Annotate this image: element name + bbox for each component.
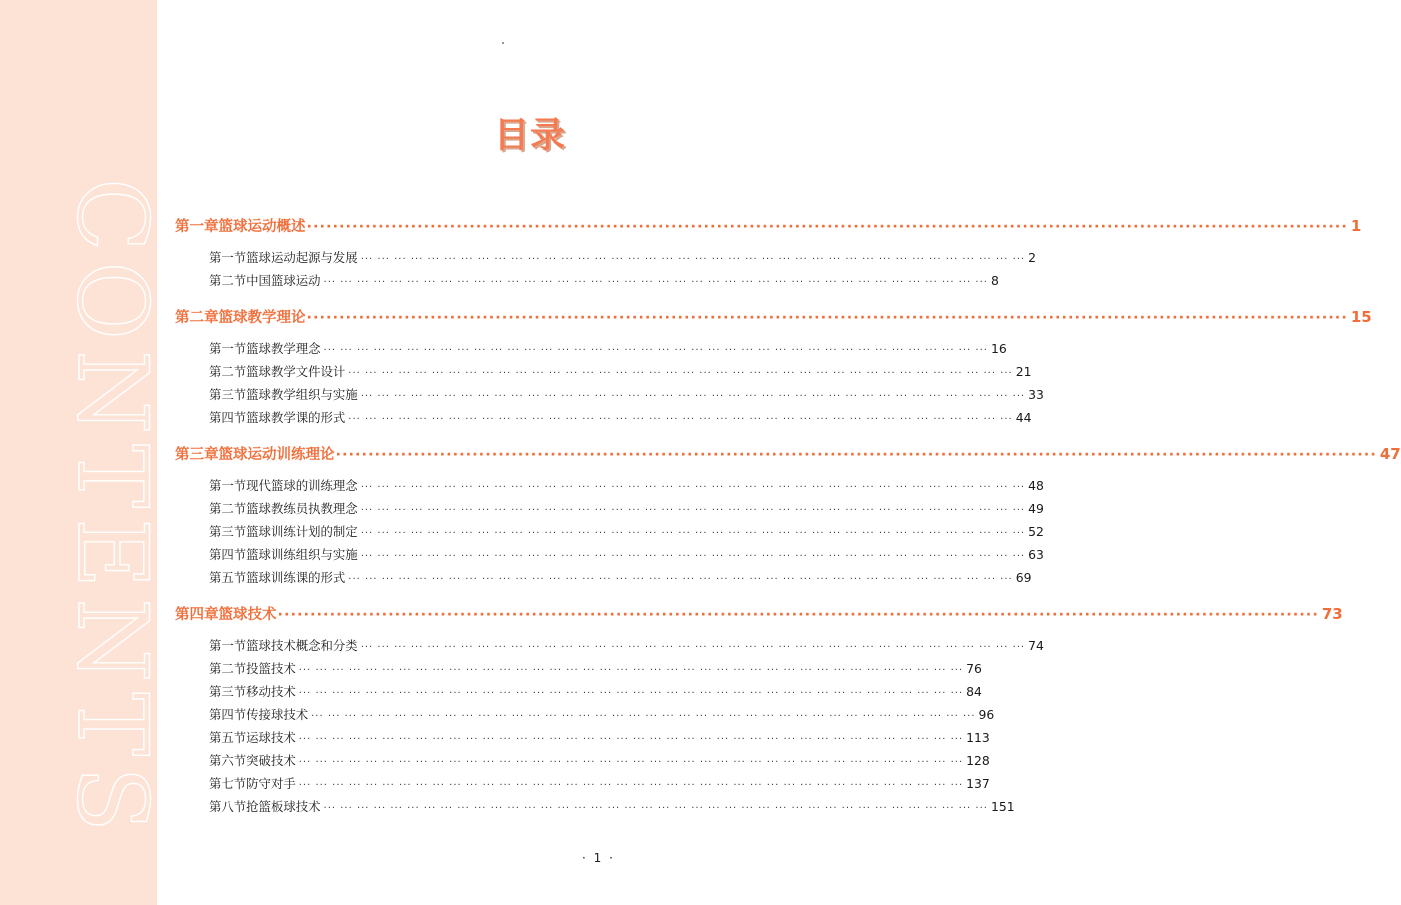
chapter-title: 篮球教学理论 [218, 310, 306, 326]
section-title: 突破技术 [246, 753, 296, 768]
dot-leader: ··· ··· ··· ··· ··· ··· ··· ··· ··· ··· ··· ··· ··· ··· ··· ··· ··· ··· ··· ··· ··· ··· ··· ··· ··· ··· ··· ··· ··· ··· ··· ··· ··· ··· ··· ··· ··· ··· ··· ··· [348, 368, 1013, 379]
toc-section[interactable] [209, 659, 982, 677]
toc-section[interactable] [209, 568, 1032, 586]
chapter-page: 47 [1379, 445, 1401, 463]
section-page: 33 [1028, 387, 1044, 402]
section-number: 第三节 [209, 387, 247, 402]
section-number: 第一节 [209, 638, 247, 653]
section-title: 传接球技术 [246, 707, 309, 722]
section-page: 74 [1028, 638, 1044, 653]
toc-section[interactable] [209, 408, 1032, 426]
section-title: 篮球训练计划的制定 [246, 524, 358, 539]
dot-leader: ··· ··· ··· ··· ··· ··· ··· ··· ··· ··· ··· ··· ··· ··· ··· ··· ··· ··· ··· ··· ··· ··· ··· ··· ··· ··· ··· ··· ··· ··· ··· ··· ··· ··· ··· ··· ··· ··· ··· ··· [323, 345, 988, 356]
section-title: 投篮技术 [246, 661, 296, 676]
dot-leader: ··· ··· ··· ··· ··· ··· ··· ··· ··· ··· ··· ··· ··· ··· ··· ··· ··· ··· ··· ··· ··· ··· ··· ··· ··· ··· ··· ··· ··· ··· ··· ··· ··· ··· ··· ··· ··· ··· ··· ··· [360, 528, 1026, 539]
dot-leader: ··· ··· ··· ··· ··· ··· ··· ··· ··· ··· ··· ··· ··· ··· ··· ··· ··· ··· ··· ··· ··· ··· ··· ··· ··· ··· ··· ··· ··· ··· ··· ··· ··· ··· ··· ··· ··· ··· ··· ··· [360, 391, 1026, 402]
toc-section[interactable] [209, 705, 995, 723]
section-page: 63 [1028, 547, 1044, 562]
chapter-page: 1 [1350, 217, 1362, 235]
dot-leader: ································································································································································ [277, 607, 1319, 623]
section-number: 第四节 [209, 707, 247, 722]
section-number: 第二节 [209, 501, 247, 516]
dot-leader: ··· ··· ··· ··· ··· ··· ··· ··· ··· ··· ··· ··· ··· ··· ··· ··· ··· ··· ··· ··· ··· ··· ··· ··· ··· ··· ··· ··· ··· ··· ··· ··· ··· ··· ··· ··· ··· ··· ··· ··· [298, 780, 964, 791]
section-title: 篮球教学理念 [246, 341, 321, 356]
toc-section[interactable] [209, 728, 990, 746]
toc-chapter[interactable] [175, 443, 1401, 464]
dot-leader: ··· ··· ··· ··· ··· ··· ··· ··· ··· ··· ··· ··· ··· ··· ··· ··· ··· ··· ··· ··· ··· ··· ··· ··· ··· ··· ··· ··· ··· ··· ··· ··· ··· ··· ··· ··· ··· ··· ··· ··· [323, 277, 988, 288]
section-page: 8 [990, 273, 999, 288]
section-page: 113 [966, 730, 990, 745]
chapter-title: 篮球技术 [218, 607, 277, 623]
chapter-number: 第三章 [175, 447, 219, 463]
section-page: 96 [978, 707, 995, 722]
section-page: 84 [966, 684, 982, 699]
toc-section[interactable] [209, 751, 990, 769]
section-page: 48 [1028, 478, 1044, 493]
page-title: 目录 [494, 116, 567, 156]
section-title: 现代篮球的训练理念 [246, 478, 358, 493]
section-title: 篮球教学文件设计 [246, 364, 346, 379]
toc-chapter[interactable] [175, 603, 1343, 624]
section-title: 篮球技术概念和分类 [246, 638, 358, 653]
dot-leader: ··· ··· ··· ··· ··· ··· ··· ··· ··· ··· ··· ··· ··· ··· ··· ··· ··· ··· ··· ··· ··· ··· ··· ··· ··· ··· ··· ··· ··· ··· ··· ··· ··· ··· ··· ··· ··· ··· ··· ··· [323, 803, 988, 814]
dot-leader: ··· ··· ··· ··· ··· ··· ··· ··· ··· ··· ··· ··· ··· ··· ··· ··· ··· ··· ··· ··· ··· ··· ··· ··· ··· ··· ··· ··· ··· ··· ··· ··· ··· ··· ··· ··· ··· ··· ··· ··· [360, 482, 1026, 493]
toc-section[interactable] [209, 385, 1044, 403]
toc-section[interactable] [209, 636, 1044, 654]
dot-leader: ··· ··· ··· ··· ··· ··· ··· ··· ··· ··· ··· ··· ··· ··· ··· ··· ··· ··· ··· ··· ··· ··· ··· ··· ··· ··· ··· ··· ··· ··· ··· ··· ··· ··· ··· ··· ··· ··· ··· ··· [360, 505, 1026, 516]
section-page: 21 [1015, 364, 1032, 379]
section-number: 第七节 [209, 776, 247, 791]
toc-section[interactable] [209, 522, 1044, 540]
section-number: 第二节 [209, 364, 247, 379]
section-title: 中国篮球运动 [246, 273, 321, 288]
dot-leader: ································································································································································ [335, 447, 1377, 463]
chapter-number: 第二章 [175, 310, 219, 326]
toc-section[interactable] [209, 362, 1032, 380]
section-title: 篮球教学课的形式 [246, 410, 346, 425]
dot-leader: ··· ··· ··· ··· ··· ··· ··· ··· ··· ··· ··· ··· ··· ··· ··· ··· ··· ··· ··· ··· ··· ··· ··· ··· ··· ··· ··· ··· ··· ··· ··· ··· ··· ··· ··· ··· ··· ··· ··· ··· [360, 642, 1026, 653]
section-page: 137 [966, 776, 990, 791]
section-number: 第三节 [209, 524, 247, 539]
toc-chapter[interactable] [175, 306, 1372, 327]
section-number: 第二节 [209, 661, 247, 676]
section-page: 76 [966, 661, 982, 676]
dot-leader: ··· ··· ··· ··· ··· ··· ··· ··· ··· ··· ··· ··· ··· ··· ··· ··· ··· ··· ··· ··· ··· ··· ··· ··· ··· ··· ··· ··· ··· ··· ··· ··· ··· ··· ··· ··· ··· ··· ··· ··· [298, 757, 964, 768]
dot-leader: ··· ··· ··· ··· ··· ··· ··· ··· ··· ··· ··· ··· ··· ··· ··· ··· ··· ··· ··· ··· ··· ··· ··· ··· ··· ··· ··· ··· ··· ··· ··· ··· ··· ··· ··· ··· ··· ··· ··· ··· [298, 734, 964, 745]
section-number: 第五节 [209, 730, 247, 745]
section-number: 第六节 [209, 753, 247, 768]
chapter-page: 73 [1321, 605, 1343, 623]
chapter-title: 篮球运动概述 [218, 219, 306, 235]
chapter-number: 第一章 [175, 219, 219, 235]
dot-leader: ··· ··· ··· ··· ··· ··· ··· ··· ··· ··· ··· ··· ··· ··· ··· ··· ··· ··· ··· ··· ··· ··· ··· ··· ··· ··· ··· ··· ··· ··· ··· ··· ··· ··· ··· ··· ··· ··· ··· ··· [360, 551, 1026, 562]
dot-leader: ··· ··· ··· ··· ··· ··· ··· ··· ··· ··· ··· ··· ··· ··· ··· ··· ··· ··· ··· ··· ··· ··· ··· ··· ··· ··· ··· ··· ··· ··· ··· ··· ··· ··· ··· ··· ··· ··· ··· ··· [311, 711, 976, 722]
section-page: 52 [1028, 524, 1044, 539]
section-number: 第四节 [209, 410, 247, 425]
toc-section[interactable] [209, 797, 1015, 815]
section-page: 128 [966, 753, 990, 768]
section-title: 篮球训练课的形式 [246, 570, 346, 585]
section-number: 第二节 [209, 273, 247, 288]
section-title: 运球技术 [246, 730, 296, 745]
section-title: 篮球运动起源与发展 [246, 250, 358, 265]
contents-watermark: CONTENTS [56, 177, 168, 843]
dot-leader: ··· ··· ··· ··· ··· ··· ··· ··· ··· ··· ··· ··· ··· ··· ··· ··· ··· ··· ··· ··· ··· ··· ··· ··· ··· ··· ··· ··· ··· ··· ··· ··· ··· ··· ··· ··· ··· ··· ··· ··· [298, 688, 964, 699]
toc-section[interactable] [209, 499, 1044, 517]
section-title: 篮球教练员执教理念 [246, 501, 358, 516]
section-title: 防守对手 [246, 776, 296, 791]
chapter-title: 篮球运动训练理论 [218, 447, 335, 463]
toc-section[interactable] [209, 476, 1044, 494]
section-page: 69 [1015, 570, 1032, 585]
toc-section[interactable] [209, 271, 999, 289]
toc-section[interactable] [209, 545, 1044, 563]
section-page: 16 [990, 341, 1007, 356]
toc-section[interactable] [209, 339, 1007, 357]
dot-leader: ································································································································································ [306, 310, 1348, 326]
section-title: 篮球训练组织与实施 [246, 547, 358, 562]
section-number: 第一节 [209, 341, 247, 356]
section-title: 篮球教学组织与实施 [246, 387, 358, 402]
section-number: 第一节 [209, 250, 247, 265]
section-title: 抢篮板球技术 [246, 799, 321, 814]
dot-leader: ··· ··· ··· ··· ··· ··· ··· ··· ··· ··· ··· ··· ··· ··· ··· ··· ··· ··· ··· ··· ··· ··· ··· ··· ··· ··· ··· ··· ··· ··· ··· ··· ··· ··· ··· ··· ··· ··· ··· ··· [298, 665, 964, 676]
dot-leader: ································································································································································ [306, 219, 1348, 235]
dot-leader: ··· ··· ··· ··· ··· ··· ··· ··· ··· ··· ··· ··· ··· ··· ··· ··· ··· ··· ··· ··· ··· ··· ··· ··· ··· ··· ··· ··· ··· ··· ··· ··· ··· ··· ··· ··· ··· ··· ··· ··· [348, 574, 1013, 585]
section-page: 151 [990, 799, 1015, 814]
dot-leader: ··· ··· ··· ··· ··· ··· ··· ··· ··· ··· ··· ··· ··· ··· ··· ··· ··· ··· ··· ··· ··· ··· ··· ··· ··· ··· ··· ··· ··· ··· ··· ··· ··· ··· ··· ··· ··· ··· ··· ··· [348, 414, 1013, 425]
toc-section[interactable] [209, 248, 1036, 266]
section-number: 第一节 [209, 478, 247, 493]
toc-chapter[interactable] [175, 215, 1362, 236]
section-number: 第三节 [209, 684, 247, 699]
section-page: 2 [1028, 250, 1036, 265]
section-number: 第八节 [209, 799, 247, 814]
chapter-number: 第四章 [175, 607, 219, 623]
section-number: 第四节 [209, 547, 247, 562]
footer-page-number: · 1 · [582, 851, 615, 865]
section-page: 44 [1015, 410, 1032, 425]
section-number: 第五节 [209, 570, 247, 585]
dot-leader: ··· ··· ··· ··· ··· ··· ··· ··· ··· ··· ··· ··· ··· ··· ··· ··· ··· ··· ··· ··· ··· ··· ··· ··· ··· ··· ··· ··· ··· ··· ··· ··· ··· ··· ··· ··· ··· ··· ··· ··· [360, 254, 1026, 265]
section-title: 移动技术 [246, 684, 296, 699]
section-page: 49 [1028, 501, 1044, 516]
toc-section[interactable] [209, 682, 982, 700]
chapter-page: 15 [1350, 308, 1372, 326]
toc-section[interactable] [209, 774, 990, 792]
